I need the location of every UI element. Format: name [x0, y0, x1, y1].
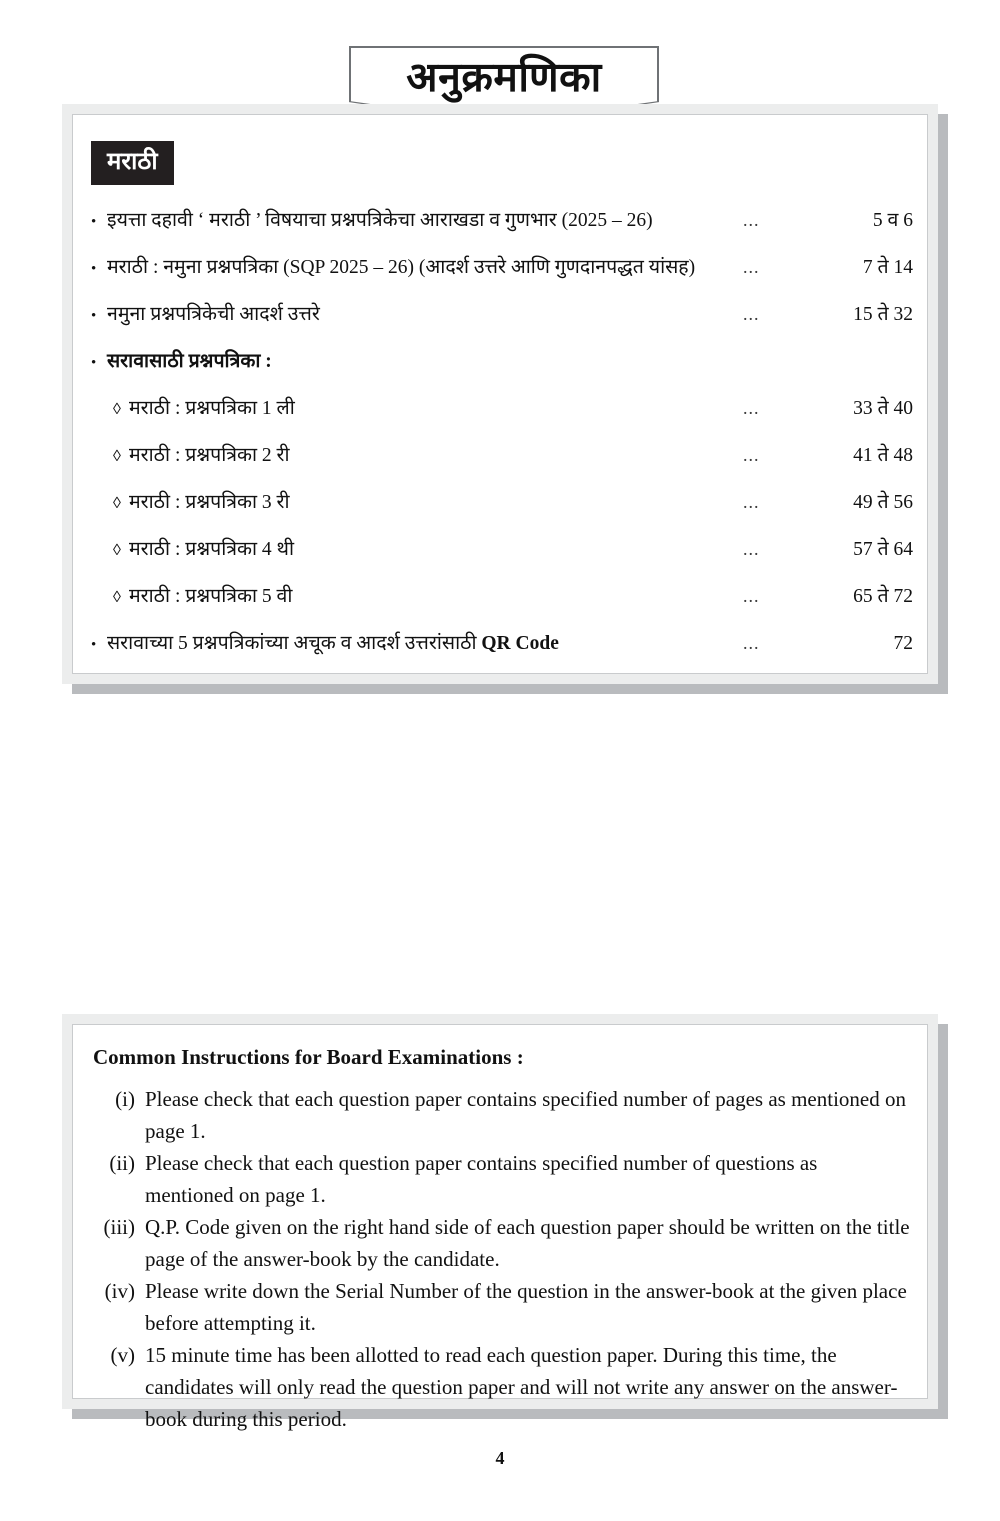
toc-page-reference: 7 ते 14 [862, 257, 913, 278]
diamond-bullet-icon [113, 400, 129, 418]
instruction-number: (v) [110, 1343, 135, 1367]
toc-row[interactable] [73, 440, 927, 487]
instruction-text: 15 minute time has been allotted to read each question paper. During this time, the candidates will only read the question paper and will not write any answer on the answer-book during this period. [145, 1343, 898, 1431]
toc-row[interactable] [73, 628, 927, 675]
toc-leader-dots: ... [743, 586, 760, 606]
diamond-bullet-icon [113, 494, 129, 512]
toc-leader-dots: ... [743, 304, 760, 324]
page-title: अनुक्रमणिका [406, 53, 602, 100]
instruction-number: (iv) [104, 1279, 135, 1303]
instruction-number: (i) [115, 1087, 135, 1111]
toc-entry-label: सरावाच्या 5 प्रश्नपत्रिकांच्या अचूक व आदर्श उत्तरांसाठी QR Code [107, 633, 559, 654]
toc-row[interactable] [73, 346, 927, 393]
toc-row[interactable] [73, 534, 927, 581]
instruction-text: Please check that each question paper contains specified number of pages as mentioned on page 1. [145, 1087, 906, 1143]
toc-page-reference: 57 ते 64 [853, 539, 913, 560]
dot-bullet-icon [91, 259, 107, 277]
contents-body [73, 115, 927, 673]
dot-bullet-icon [91, 212, 107, 230]
toc-entry-label-bold: QR Code [481, 633, 559, 654]
dot-bullet-icon [91, 306, 107, 324]
instruction-text: Please write down the Serial Number of the question in the answer-book at the given place before attempting it. [145, 1279, 907, 1335]
toc-page-reference: 72 [893, 633, 913, 654]
toc-page-reference: 15 ते 32 [853, 304, 913, 325]
toc-leader-dots: ... [743, 539, 760, 559]
toc-row[interactable] [73, 205, 927, 252]
instruction-number: (ii) [109, 1151, 135, 1175]
toc-leader-dots: ... [743, 210, 760, 230]
instruction-text: Please check that each question paper contains specified number of questions as mentioned on page 1. [145, 1151, 818, 1207]
diamond-bullet-icon [113, 588, 129, 606]
instruction-text: Q.P. Code given on the right hand side of each question paper should be written on the title page of the answer-book by the candidate. [145, 1215, 910, 1271]
toc-page-reference: 41 ते 48 [853, 445, 913, 466]
instruction-item [89, 1083, 911, 1147]
instruction-number: (iii) [103, 1215, 135, 1239]
subject-tag: मराठी [91, 141, 174, 185]
contents-panel [62, 104, 938, 684]
toc-entry-label: मराठी : प्रश्नपत्रिका 5 वी [129, 586, 293, 607]
table-of-contents-list [73, 205, 927, 675]
instruction-item [89, 1339, 911, 1435]
toc-entry-label: सरावासाठी प्रश्नपत्रिका : [107, 351, 272, 372]
instructions-panel [62, 1014, 938, 1431]
dot-bullet-icon [91, 635, 107, 653]
toc-leader-dots: ... [743, 633, 760, 653]
toc-entry-label: मराठी : नमुना प्रश्नपत्रिका (SQP 2025 – 26) (आदर्श उत्तरे आणि गुणदानपद्धत यांसह) [107, 257, 696, 278]
diamond-bullet-icon [113, 447, 129, 465]
toc-row[interactable] [73, 393, 927, 440]
toc-entry-label: मराठी : प्रश्नपत्रिका 1 ली [129, 398, 295, 419]
toc-entry-label: नमुना प्रश्नपत्रिकेची आदर्श उत्तरे [107, 304, 320, 325]
toc-page-reference: 33 ते 40 [853, 398, 913, 419]
toc-row[interactable] [73, 299, 927, 346]
page-number: 4 [495, 1448, 505, 1468]
instructions-body [73, 1025, 927, 1431]
instructions-heading: Common Instructions for Board Examinations : [93, 1045, 524, 1069]
toc-leader-dots: ... [743, 257, 760, 277]
toc-leader-dots: ... [743, 445, 760, 465]
dot-bullet-icon [91, 353, 107, 371]
diamond-bullet-icon [113, 541, 129, 559]
toc-row[interactable] [73, 252, 927, 299]
toc-leader-dots: ... [743, 492, 760, 512]
toc-entry-label: मराठी : प्रश्नपत्रिका 3 री [129, 492, 290, 513]
instructions-list [89, 1083, 911, 1435]
toc-leader-dots: ... [743, 398, 760, 418]
instruction-item [89, 1275, 911, 1339]
toc-entry-label: इयत्ता दहावी ‘ मराठी ’ विषयाचा प्रश्नपत्रिकेचा आराखडा व गुणभार (2025 – 26) [107, 210, 653, 231]
instruction-item [89, 1211, 911, 1275]
toc-row[interactable] [73, 581, 927, 628]
toc-page-reference: 49 ते 56 [853, 492, 913, 513]
instruction-item [89, 1147, 911, 1211]
toc-entry-label: मराठी : प्रश्नपत्रिका 2 री [129, 445, 290, 466]
toc-page-reference: 5 व 6 [872, 210, 913, 231]
toc-page-reference: 65 ते 72 [853, 586, 913, 607]
toc-entry-label: मराठी : प्रश्नपत्रिका 4 थी [129, 539, 295, 560]
toc-row[interactable] [73, 487, 927, 534]
